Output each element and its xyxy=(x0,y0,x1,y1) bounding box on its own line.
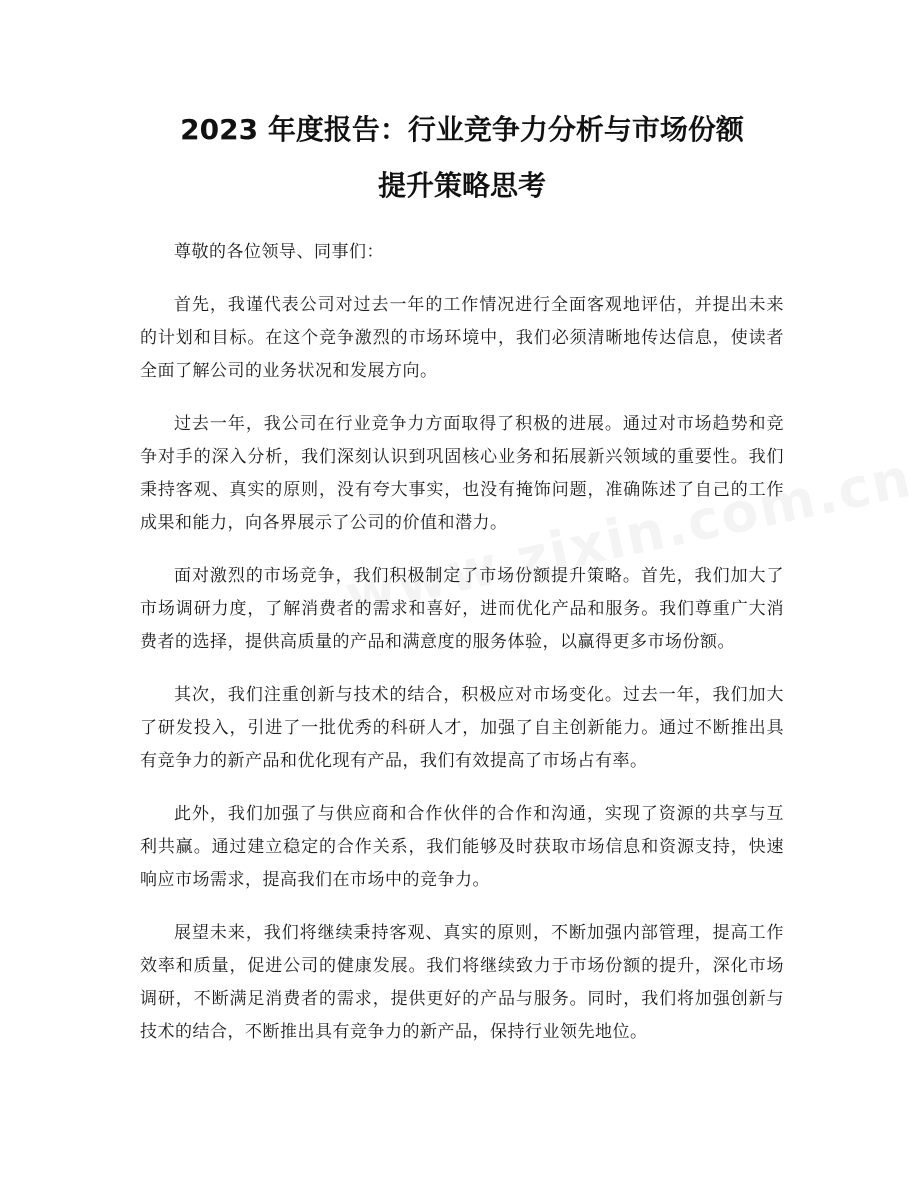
paragraph-strategy: 面对激烈的市场竞争，我们积极制定了市场份额提升策略。首先，我们加大了市场调研力度，了解消费者的需求和喜好，进而优化产品和服务。我们尊重广大消费者的选择，提供高质量的产品和满意度的服务体验，以赢得更多市场份额。 xyxy=(140,566,784,652)
paragraph-intro: 首先，我谨代表公司对过去一年的工作情况进行全面客观地评估，并提出未来的计划和目标。在这个竞争激烈的市场环境中，我们必须清晰地传达信息，使读者全面了解公司的业务状况和发展方向。 xyxy=(140,295,784,381)
title-line-2: 提升策略思考 xyxy=(377,169,546,202)
page-title xyxy=(140,102,784,214)
paragraph-partnership: 此外，我们加强了与供应商和合作伙伴的合作和沟通，实现了资源的共享与互利共赢。通过建立稳定的合作关系，我们能够及时获取市场信息和资源支持，快速响应市场需求，提高我们在市场中的竞争力。 xyxy=(140,804,784,890)
paragraph-outlook: 展望未来，我们将继续秉持客观、真实的原则，不断加强内部管理，提高工作效率和质量，促进公司的健康发展。我们将继续致力于市场份额的提升，深化市场调研，不断满足消费者的需求，提供更好的产品与服务。同时，我们将加强创新与技术的结合，不断推出具有竞争力的新产品，保持行业领先地位。 xyxy=(140,923,784,1042)
title-line-1: 2023 年度报告：行业竞争力分析与市场份额 xyxy=(180,113,744,146)
paragraph-progress: 过去一年，我公司在行业竞争力方面取得了积极的进展。通过对市场趋势和竞争对手的深入分析，我们深刻认识到巩固核心业务和拓展新兴领域的重要性。我们秉持客观、真实的原则，没有夸大事实，也没有掩饰问题，准确陈述了自己的工作成果和能力，向各界展示了公司的价值和潜力。 xyxy=(140,414,784,533)
document-body xyxy=(140,236,784,1049)
paragraph-salutation: 尊敬的各位领导、同事们： xyxy=(174,242,384,262)
paragraph-innovation: 其次，我们注重创新与技术的结合，积极应对市场变化。过去一年，我们加大了研发投入，引进了一批优秀的科研人才，加强了自主创新能力。通过不断推出具有竞争力的新产品和优化现有产品，我们有效提高了市场占有率。 xyxy=(140,685,784,771)
